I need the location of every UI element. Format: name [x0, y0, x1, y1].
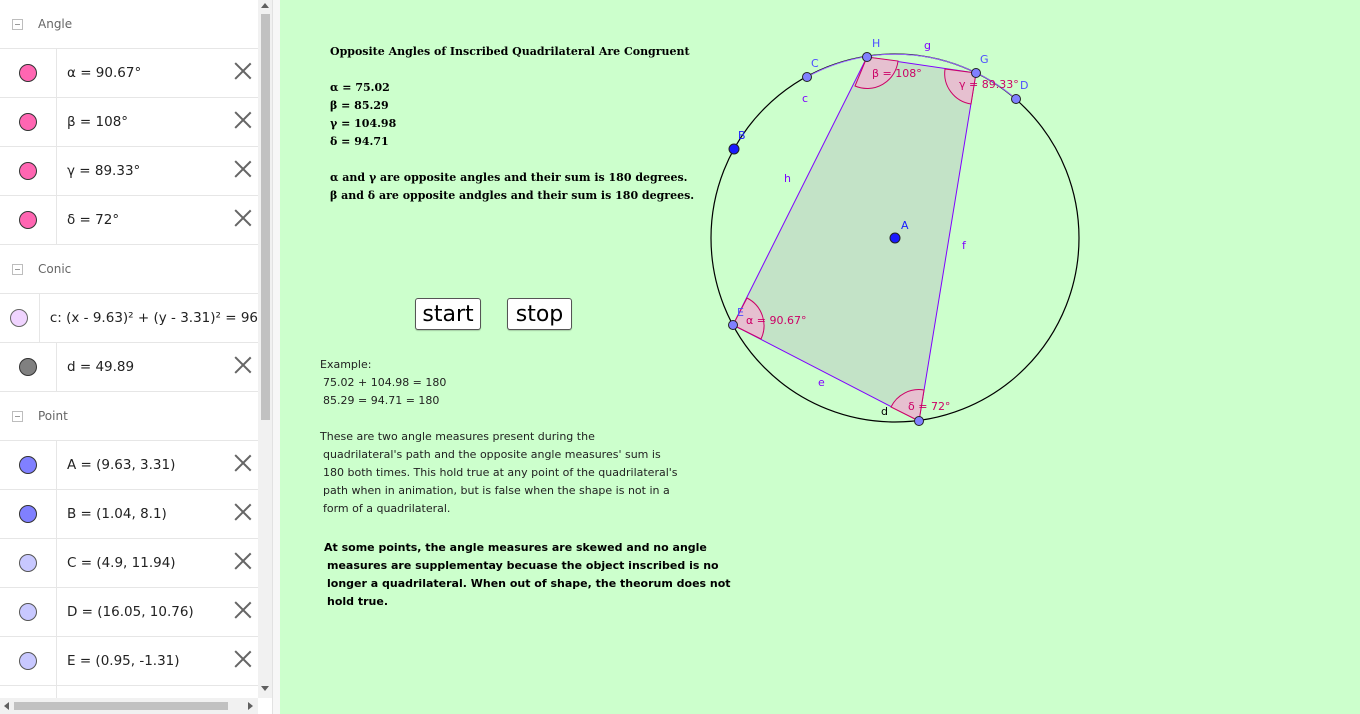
- collapse-toggle-angle[interactable]: [12, 19, 23, 30]
- delete-icon[interactable]: [234, 356, 252, 374]
- algebra-horizontal-scrollbar[interactable]: [0, 698, 258, 714]
- algebra-row-d[interactable]: [0, 343, 258, 392]
- visibility-toggle-c[interactable]: [10, 309, 28, 327]
- note-line: hold true.: [327, 595, 389, 608]
- start-button[interactable]: start: [415, 298, 481, 330]
- statement-alpha-gamma: α and γ are opposite angles and their sum is 180 degrees.: [330, 171, 688, 184]
- label-E: E: [737, 306, 744, 319]
- algebra-row-B[interactable]: [0, 490, 258, 539]
- expression-E[interactable]: E = (0.95, -1.31): [67, 653, 180, 669]
- expression-gamma[interactable]: γ = 89.33°: [67, 163, 141, 179]
- expression-c[interactable]: c: (x - 9.63)² + (y - 3.31)² = 96: [49, 310, 258, 326]
- note-line: measures are supplementay becuase the object inscribed is no: [327, 559, 719, 572]
- label-D: D: [1020, 79, 1029, 92]
- point-E[interactable]: [729, 321, 738, 330]
- explanation-line: 180 both times. This hold true at any point of the quadrilateral's: [323, 466, 678, 479]
- expression-A[interactable]: A = (9.63, 3.31): [67, 457, 176, 473]
- explanation-line: quadrilateral's path and the opposite angle measures' sum is: [323, 448, 661, 461]
- point-F[interactable]: [915, 417, 924, 426]
- page-title: Opposite Angles of Inscribed Quadrilateral Are Congruent: [330, 45, 690, 58]
- statement-beta-delta: β and δ are opposite andgles and their sum is 180 degrees.: [330, 189, 695, 202]
- scroll-down-icon[interactable]: [261, 686, 269, 691]
- delete-icon[interactable]: [234, 650, 252, 668]
- point-A[interactable]: [890, 233, 900, 243]
- label-angle-delta: δ = 72°: [908, 400, 951, 413]
- label-A: A: [901, 219, 909, 232]
- point-D[interactable]: [1012, 95, 1021, 104]
- algebra-row-A[interactable]: [0, 441, 258, 490]
- group-label-angle: Angle: [38, 17, 73, 31]
- visibility-toggle-B[interactable]: [19, 505, 37, 523]
- expression-delta[interactable]: δ = 72°: [67, 212, 120, 228]
- label-segment-h: h: [784, 172, 791, 185]
- expression-C[interactable]: C = (4.9, 11.94): [67, 555, 176, 571]
- label-C: C: [811, 57, 819, 70]
- note-line: At some points, the angle measures are skewed and no angle: [324, 541, 707, 554]
- label-G: G: [980, 53, 989, 66]
- collapse-toggle-point[interactable]: [12, 411, 23, 422]
- point-G[interactable]: [972, 69, 981, 78]
- group-label-conic: Conic: [38, 262, 72, 276]
- algebra-row-gamma[interactable]: [0, 147, 258, 196]
- explanation-line: These are two angle measures present during the: [320, 430, 595, 443]
- visibility-toggle-alpha[interactable]: [19, 64, 37, 82]
- geometry-canvas[interactable]: [280, 0, 1360, 714]
- scroll-right-icon[interactable]: [248, 702, 253, 710]
- delete-icon[interactable]: [234, 454, 252, 472]
- explanation-line: form of a quadrilateral.: [323, 502, 451, 515]
- collapse-toggle-conic[interactable]: [12, 264, 23, 275]
- delete-icon[interactable]: [234, 503, 252, 521]
- algebra-row-C[interactable]: [0, 539, 258, 588]
- label-angle-alpha: α = 90.67°: [746, 314, 807, 327]
- note-line: longer a quadrilateral. When out of shape, the theorum does not: [327, 577, 731, 590]
- label-angle-beta: β = 108°: [872, 67, 922, 80]
- scrollbar-thumb[interactable]: [261, 14, 270, 420]
- expression-beta[interactable]: β = 108°: [67, 114, 129, 130]
- expression-d[interactable]: d = 49.89: [67, 359, 135, 375]
- algebra-row-beta[interactable]: [0, 98, 258, 147]
- view-divider[interactable]: [272, 0, 280, 714]
- graphics-view[interactable]: [280, 0, 1360, 714]
- scrollbar-thumb[interactable]: [14, 702, 228, 710]
- inscribed-quadrilateral[interactable]: [733, 57, 976, 421]
- label-H: H: [872, 37, 881, 50]
- example-title: Example:: [320, 358, 372, 371]
- explanation-line: path when in animation, but is false when the shape is not in a: [323, 484, 670, 497]
- visibility-toggle-beta[interactable]: [19, 113, 37, 131]
- label-B: B: [738, 129, 746, 142]
- delete-icon[interactable]: [234, 160, 252, 178]
- algebra-view: [0, 0, 258, 714]
- visibility-toggle-D[interactable]: [19, 603, 37, 621]
- scroll-left-icon[interactable]: [4, 702, 9, 710]
- example-line: 75.02 + 104.98 = 180: [323, 376, 447, 389]
- value-gamma: γ = 104.98: [330, 117, 397, 130]
- algebra-vertical-scrollbar[interactable]: [258, 0, 272, 698]
- stop-button[interactable]: stop: [507, 298, 572, 330]
- label-segment-g: g: [924, 39, 931, 52]
- expression-D[interactable]: D = (16.05, 10.76): [67, 604, 194, 620]
- label-segment-c: c: [802, 92, 809, 105]
- group-header-conic[interactable]: [0, 245, 258, 294]
- visibility-toggle-d[interactable]: [19, 358, 37, 376]
- expression-alpha[interactable]: α = 90.67°: [67, 65, 142, 81]
- delete-icon[interactable]: [234, 62, 252, 80]
- expression-B[interactable]: B = (1.04, 8.1): [67, 506, 167, 522]
- delete-icon[interactable]: [234, 552, 252, 570]
- group-label-point: Point: [38, 409, 68, 423]
- delete-icon[interactable]: [234, 209, 252, 227]
- algebra-row-alpha[interactable]: [0, 49, 258, 98]
- example-line: 85.29 = 94.71 = 180: [323, 394, 440, 407]
- visibility-toggle-C[interactable]: [19, 554, 37, 572]
- group-header-point[interactable]: [0, 392, 258, 441]
- label-circle-d: d: [881, 405, 888, 418]
- value-beta: β = 85.29: [330, 99, 389, 112]
- group-header-angle[interactable]: [0, 0, 258, 49]
- visibility-toggle-E[interactable]: [19, 652, 37, 670]
- value-alpha: α = 75.02: [330, 81, 390, 94]
- point-C[interactable]: [803, 73, 812, 82]
- visibility-toggle-gamma[interactable]: [19, 162, 37, 180]
- label-angle-gamma: γ = 89.33°: [959, 78, 1019, 91]
- value-delta: δ = 94.71: [330, 135, 389, 148]
- algebra-row-c[interactable]: [0, 294, 258, 343]
- visibility-toggle-delta[interactable]: [19, 211, 37, 229]
- algebra-row-delta[interactable]: [0, 196, 258, 245]
- delete-icon[interactable]: [234, 601, 252, 619]
- visibility-toggle-A[interactable]: [19, 456, 37, 474]
- scroll-up-icon[interactable]: [261, 3, 269, 8]
- delete-icon[interactable]: [234, 111, 252, 129]
- label-segment-f: f: [962, 239, 966, 252]
- label-segment-e: e: [818, 376, 825, 389]
- algebra-row-D[interactable]: [0, 588, 258, 637]
- point-H[interactable]: [863, 53, 872, 62]
- point-B[interactable]: [729, 144, 739, 154]
- algebra-row-E[interactable]: [0, 637, 258, 686]
